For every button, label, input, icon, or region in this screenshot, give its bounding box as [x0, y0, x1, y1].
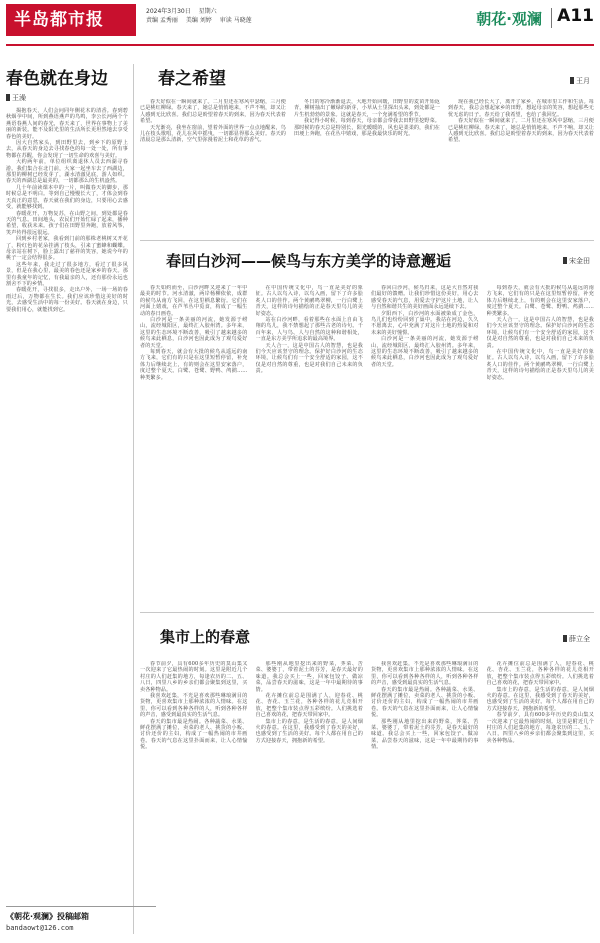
header-rule [6, 44, 594, 46]
article-byline: 宋金田 [563, 256, 590, 266]
column-divider [133, 64, 134, 934]
byline-mark-icon [563, 257, 567, 264]
article-title: 春色就在身边 [6, 69, 108, 89]
byline-mark-icon [563, 635, 567, 642]
article-jishi [140, 620, 594, 936]
article-body: 春天好似在一瞬间就来了。二月里还在寒风中瑟缩，三月便已是桃红柳绿。春天来了，她总是悄悄地来，不声不响，却又让人感到无比欣喜。我们总是盼望着春天的到来，因为春天代表着希望。 天光渐亮，我坐在窗前，望着外面的世界一点点地醒来，鸟儿在枝头歌唱，花儿在风中摇曳，一切都显得那么美好。春天的清晨总是那么清新，空气里弥漫着泥土和花草的香气。 冬日的寒冷渐渐退去，大地开始回暖，田野里的麦苗开始返青，柳树抽出了嫩绿的新芽，小草从土里探出头来，到处都是一片生机勃勃的景象。这就是春天，一个充满希望的季节。 我记得小时候，每到春天，母亲都会带我去田野里挖野菜。那时候的春天总是特别长，阳光暖暖的，风也是柔柔的，我们在田埂上奔跑，在花丛中嬉戏，那是我最快乐的时光。 现在我已经长大了，离开了家乡，在城市里工作和生活。每到春天，我总会想起家乡的田野，想起母亲的笑容，想起那些无忧无虑的日子。春天给了我希望，也给了我回忆。 春天好似在一瞬间就来了。二月里还在寒风中瑟缩，三月便已是桃红柳绿。春天来了，她总是悄悄地来，不声不响，却又让人感到无比欣喜。我们总是盼望着春天的到来，因为春天代表着希望。 [140, 99, 594, 144]
byline-mark-icon [6, 94, 10, 101]
newspaper-logo: 半岛都市报 [6, 4, 136, 36]
section-rule [140, 240, 594, 241]
proof-credit: 审读 马晓莲 [219, 17, 252, 24]
issue-meta [146, 7, 258, 25]
article-byline: 王月 [570, 76, 590, 86]
section-name: 朝花·观澜 [476, 10, 542, 28]
article-body: 揭抱春天，人们会问同年侧花木的清香。春到碧秋烟孕中间，所到燕语燕声的鸟鸣，李公长河两个个燕语春燕人间的春光，春天来了，世界在事物上了美丽的新装。能不及阳光里的生活所长更坦然地去享受春色的美好。 因大自然家头，到田野里去，到乡下的原野上去，从春天的身边去寻找春色的每一处一处，所有事物都在苏醒，你会发现了一切生命的欢喜与美好。 大约两年前，单位组织离退休人员去西湖寻春游。我们集合在北门前，大家一起坐车去了西湖边，那里的柳树已经发芽了，湖水清澈见底，游人如织。春天的西湖总是最美的，一切都那么的生机盎然。 几十年前读课本中的一片，叫做春天的脚步，那时候总是不明白。等到自己慢慢长大了，才体会到春天真正的意思，春天就在我们的身边，只要用心去感受，就能够找到。 春暖花开，万物复苏，在山野之间，到处都是春天的气息。田间地头，农民们开始忙碌了起来，播种希望，收获未来。孩子们在田野里奔跑，放着风筝，笑声传得很远很远。 回到乡村老家，我看到门前的那株老桃树又开花了，粉红色的花朵挂满了枝头，引来了蜜蜂和蝴蝶。母亲站在树下，脸上露出了慈祥的笑容，她说今年的桃子一定会结得很多。 这些年来，我走过了很多地方，看过了很多风景，但是在我心里，最美的春色还是家乡的春天。那里有我童年的记忆，有我最亲的人，还有那份永远也割舍不下的乡情。 春暖花开，寻找很多，走出户外，一场一场的春雨过后，万物都在生长。我们应该珍惜这美好的时光，去感受生活中的每一份美好。春天就在身边，只要我们用心，就能找到它。 [6, 108, 128, 313]
article-title: 春之希望 [158, 69, 226, 89]
article-byline: 王澡 [6, 93, 128, 103]
page-number: A11 [557, 6, 594, 26]
article-title: 集市上的春意 [160, 628, 251, 646]
issue-weekday: 星期六 [198, 8, 217, 15]
issue-date: 2024年3月30日 [146, 8, 191, 15]
byline-mark-icon [570, 77, 574, 84]
header-divider [551, 8, 552, 28]
section-rule [140, 612, 594, 613]
submission-email: bandaowt@126.com [6, 924, 74, 932]
article-baisha [140, 246, 594, 608]
article-chunse [6, 64, 128, 900]
submission-footer [6, 906, 156, 936]
article-title: 春回白沙河——候鸟与东方美学的诗意邂逅 [166, 252, 452, 270]
article-body: 春节前夕，具有600多年历史的莫山集又一次迎来了它最热闹的时刻。这里是附近几个村庄的人们赶集的地方，每逢农历的二、五、八日，四里八乡的乡亲们都会聚集到这里，买卖各种物品。 我喜欢赶集，不光是喜欢那些琳琅满目的货物，更喜欢集市上那种浓浓的人情味。在这里，你可以看到各种各样的人，听到各种各样的声音，感受到最真实的生活气息。 春天的集市最是热闹。各种蔬菜、水果、鲜花摆满了摊位，卖菜的老人、挑货的小贩、讨价还价的主妇，构成了一幅热闹的市井画卷。春天的气息在这里扑面而来，让人心情愉悦。 那些刚从地里挖出来的野菜，荠菜、苦菜、婆婆丁，带着泥土的芬芳，是春天最好的味道。我总会买上一些，回家包饺子、做凉菜，品尝春天的滋味，这是一年中最期待的事情。 花卉摊位前总是围满了人，迎春花、桃花、杏花、玉兰花，各种各样的花儿竞相开放，把整个集市装点得五彩缤纷。人们挑选着自己喜欢的花，把春天带回家中。 集市上的春意，是生活的春意，是人间烟火的春意。在这里，我感受到了春天的美好，也感受到了生活的美好。每个人都在用自己的方式迎接春天，拥抱新的希望。 我喜欢赶集，不光是喜欢那些琳琅满目的货物，更喜欢集市上那种浓浓的人情味。在这里，你可以看到各种各样的人，听到各种各样的声音，感受到最真实的生活气息。 春天的集市最是热闹。各种蔬菜、水果、鲜花摆满了摊位，卖菜的老人、挑货的小贩、讨价还价的主妇，构成了一幅热闹的市井画卷。春天的气息在这里扑面而来，让人心情愉悦。 那些刚从地里挖出来的野菜，荠菜、苦菜、婆婆丁，带着泥土的芬芳，是春天最好的味道。我总会买上一些，回家包饺子、做凉菜，品尝春天的滋味，这是一年中最期待的事情。 花卉摊位前总是围满了人，迎春花、桃花、杏花、玉兰花，各种各样的花儿竞相开放，把整个集市装点得五彩缤纷。人们挑选着自己喜欢的花，把春天带回家中。 集市上的春意，是生活的春意，是人间烟火的春意。在这里，我感受到了春天的美好，也感受到了生活的美好。每个人都在用自己的方式迎接春天，拥抱新的希望。 春节前夕，具有600多年历史的莫山集又一次迎来了它最热闹的时刻。这里是附近几个村庄的人们赶集的地方，每逢农历的二、五、八日，四里八乡的乡亲们都会聚集到这里，买卖各种物品。 [140, 661, 594, 751]
article-body: 春天如约而至，白沙河畔又迎来了一年中最美的时节。河水清澈，两岸杨柳依依，成群的候鸟从南方飞回，在这里栖息繁衍。它们在河面上嬉戏，在芦苇丛中觅食，构成了一幅生动的春日画卷。 白沙河是一条美丽的河流，她发源于崂山，流经城阳区，最终汇入胶州湾。多年来，这里的生态环境不断改善，吸引了越来越多的候鸟来此栖息，白沙河也因此成为了观鸟爱好者的天堂。 每到春天，就会有大批的候鸟从遥远的南方飞来，它们有的只是在这里短暂停留，补充体力后继续北上，有的则会在这里安家落户，度过整个夏天。白鹭、苍鹭、野鸭、鸬鹚……种类繁多。 在中国传统文化中，鸟一直是美好的象征。古人以鸟入诗，以鸟入画，留下了许多脍炙人口的佳作。两个黄鹂鸣翠柳，一行白鹭上青天，这样的诗句描绘的正是春天里鸟儿的美好姿态。 站在白沙河畔，看着那些在水面上自由飞翔的鸟儿，我不禁想起了那些古老的诗句。千百年来，人与鸟、人与自然的这种和谐相处，一直是东方美学所追求的最高境界。 天人合一，这是中国古人的智慧，也是我们今天应该坚守的理念。保护好白沙河的生态环境，让候鸟们有一个安全舒适的家园，这不仅是对自然的尊重，也是对我们自己未来的负责。 春回白沙河，候鸟归来，这是大自然对我们最好的馈赠。让我们珍惜这份美好，用心去感受春天的气息，用爱去守护这片土地，让人与自然和谐共生的美好画面永远延续下去。 夕阳西下，白沙河的水面被染成了金色，鸟儿们也纷纷回到了巢中。我站在河边，久久不愿离去，心中充满了对这片土地的热爱和对未来的美好憧憬。 白沙河是一条美丽的河流，她发源于崂山，流经城阳区，最终汇入胶州湾。多年来，这里的生态环境不断改善，吸引了越来越多的候鸟来此栖息，白沙河也因此成为了观鸟爱好者的天堂。 每到春天，就会有大批的候鸟从遥远的南方飞来，它们有的只是在这里短暂停留，补充体力后继续北上，有的则会在这里安家落户，度过整个夏天。白鹭、苍鹭、野鸭、鸬鹚……种类繁多。 天人合一，这是中国古人的智慧，也是我们今天应该坚守的理念。保护好白沙河的生态环境，让候鸟们有一个安全舒适的家园，这不仅是对自然的尊重，也是对我们自己未来的负责。 在中国传统文化中，鸟一直是美好的象征。古人以鸟入诗，以鸟入画，留下了许多脍炙人口的佳作。两个黄鹂鸣翠柳，一行白鹭上青天，这样的诗句描绘的正是春天里鸟儿的美好姿态。 [140, 285, 594, 381]
submission-column: 《朝花·观澜》投稿邮箱 [6, 912, 90, 921]
editor-credit: 责编 孟秀丽 [146, 17, 178, 24]
article-byline: 薛立全 [563, 634, 590, 644]
design-credit: 美编 刘婷 [185, 17, 212, 24]
article-chunzhi [140, 64, 594, 236]
masthead [0, 0, 600, 50]
